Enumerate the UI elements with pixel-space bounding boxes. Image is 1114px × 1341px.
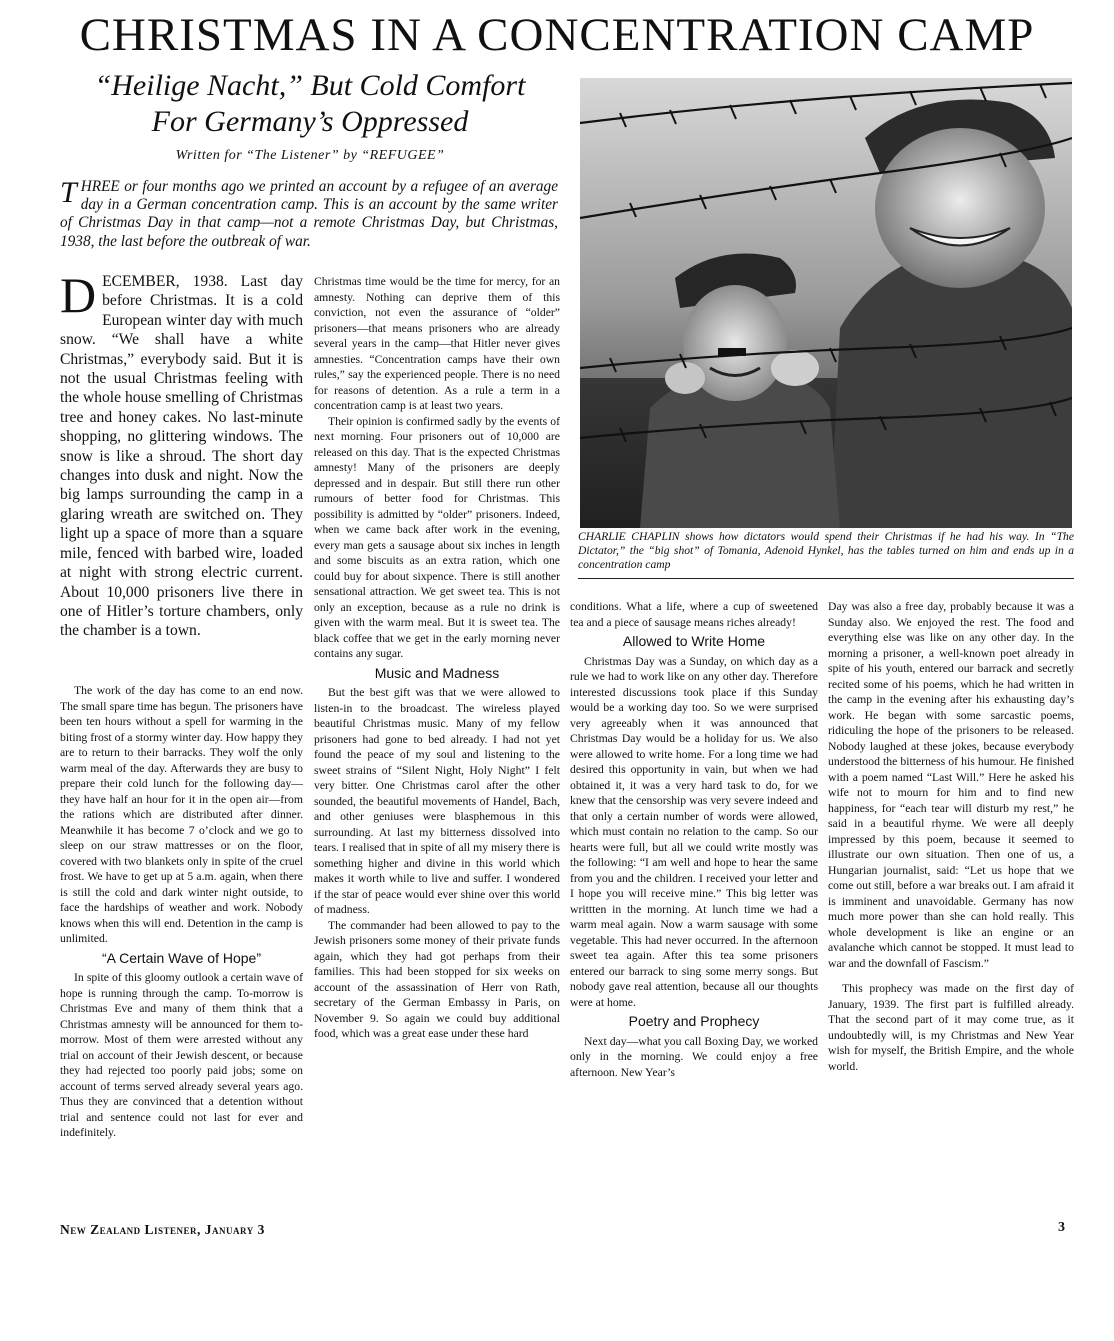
- column-1: [60, 683, 303, 1141]
- paragraph: conditions. What a life, where a cup of sweetened tea and a piece of sausage means riches already!: [570, 600, 818, 629]
- column-3: [570, 599, 818, 1080]
- photograph-image: [580, 78, 1072, 528]
- intro-initial: T: [60, 176, 77, 209]
- drop-cap: D: [60, 267, 97, 323]
- paragraph: The work of the day has come to an end now. The small spare time has begun. The prisoners have been ten hours without a spell for warming in the biting frost of a stormy winter day. How happy they are to return to their barracks. They wolf the only warm meal of the day. Afterwards they are busy to prepare their cold lunch for the following day—they have half an hour for it in the open air—from the rations which are distributed after dinner. Meanwhile it has become 7 o’clock and we go to sleep on our straw mattresses or on the floor, covered with two blankets only in spite of the cruel frost. We have to get up at 5 a.m. again, when there is still the cold and dark winter night outside, to face the hardships of weather and work. Nobody knows when this will end. Detention in the camp is unlimited.: [60, 684, 303, 945]
- section-heading: Allowed to Write Home: [622, 633, 766, 649]
- headline: CHRISTMAS IN A CONCENTRATION CAMP: [79, 9, 1035, 61]
- photo-caption: CHARLIE CHAPLIN shows how dictators would spend their Christmas if he had his way. In “The Dictator,” the “big shot” of Tomania, Adenoid Hynkel, has the tables turned on him and ends up in a concentration camp: [578, 530, 1074, 571]
- paragraph: Next day—what you call Boxing Day, we worked only in the morning. We could enjoy a free afternoon. New Year’s: [570, 1034, 818, 1079]
- lead-text: ECEMBER, 1938. Last day before Christmas. It is a cold European winter day with much snow. “We shall have a white Christmas,” everybody said. But it is not the usual Christmas feeling with the whole house smelling of Christmas tree and honey cakes. No last-minute shopping, no glittering windows. The snow is like a shroud. The short day changes into dusk and night. Now the big lamps surrounding the camp in a glaring wreath are switched on. They light up a space of more than a square mile, fenced with barbed wire, loaded at night with strong electric current. About 10,000 prisoners live there in one of Hitler’s torture chambers, only the chamber is a town.: [60, 273, 303, 640]
- column-4: [828, 599, 1074, 1074]
- subheadline-line-1: “Heilige Nacht,” But Cold Comfort: [94, 69, 526, 102]
- paragraph: This prophecy was made on the first day of January, 1939. The first part is fulfilled already. That the second part of it may come true, as it undoubtedly will, is my Christmas and New Year wish for myself, the British Empire, and the whole world.: [828, 982, 1074, 1073]
- section-heading: Music and Madness: [374, 664, 500, 681]
- section-heading: “A Certain Wave of Hope”: [102, 949, 261, 966]
- subheadline-line-2: For Germany’s Oppressed: [151, 105, 469, 138]
- caption-divider: [578, 578, 1074, 579]
- lead-paragraph: [60, 267, 303, 641]
- byline: Written for “The Listener” by “REFUGEE”: [175, 148, 445, 163]
- page-number: 3: [1058, 1220, 1065, 1235]
- page-footer: New Zealand Listener, January 3: [60, 1222, 265, 1237]
- section-heading: Poetry and Prophecy: [628, 1013, 760, 1029]
- intro-paragraph: [60, 178, 558, 251]
- chaplin-photograph: [580, 78, 1072, 528]
- paragraph: Day was also a free day, probably because it was a Sunday also. We enjoyed the rest. The food and everything else was like on any other day. In the morning a prisoner, a well-known poet already in spite of his youth, entered our barrack and secretly recited some of his poems, which he had written in the camp in the evening after his exhausting day’s work. He began with some sarcastic poems, ridiculing the hope of the prisoners to be released. Nobody laughed at these jokes, because everybody understood the bitterness of his humour. He finished with a poem named “Last Will.” Here he asked his wife not to mourn for him and to find new happiness, for “each tear will disturb my rest,” he said in a beautiful rhyme. We were all deeply impressed by this poem, because it seemed to illustrate our own situation. Then one of us, a Hungarian journalist, said: “Let us hope that we come out still, before a war breaks out. I am afraid it is imminent and unavoidable. Germany has now much more power than she can hold really. This whole development is like an engine or an avalanche which cannot be stopped. It must lead to war and the downfall of Fascism.”: [828, 600, 1074, 970]
- paragraph: The commander had been allowed to pay to the Jewish prisoners some money of their private funds again, which they had got perhaps from their families. This had been stopped for six weeks on account of the assassination of Herr von Rath, secretary of the German Embassy in Paris, on November 9. So again we could buy additional food, which was a great ease under these hard: [314, 918, 560, 1040]
- intro-text: HREE or four months ago we printed an account by a refugee of an average day in a German concentration camp. This is an account by the same writer of Christmas Day in that camp—not a remote Christmas Day, but Christmas, 1938, the last before the outbreak of war.: [60, 178, 558, 250]
- paragraph: Christmas time would be the time for mercy, for an amnesty. Nothing can deprive them of this conviction, not even the assurance of “older” prisoners—that means prisoners who are already several years in the camp—that Hitler never gives amnesties. “Concentration camps have their own rules,” say the experienced people. There is no need for reasons of detention. As a rule a term in a concentration camp is at least two years.: [314, 275, 560, 412]
- subheadline: [40, 68, 580, 140]
- paragraph: Their opinion is confirmed sadly by the events of next morning. Four prisoners out of 10,000 are released on this day. That is the expected Christmas amnesty! Many of the prisoners are deeply depressed and in despair. But still there run other rumours of better food for Christmas. This possibility is admitted by “older” prisoners. Indeed, when we came back after work in the evening, every man gets a sausage about six inches in length and some biscuits as an extra ration, which one could buy for about sixpence. There is still another sensational attraction. We get sweet tea. This is not only an exception, because as a rule no drink is given with the warm meal. But it is sweet tea. The black coffee that we get in the early morning never contains any sugar.: [314, 414, 560, 660]
- paragraph: But the best gift was that we were allowed to listen-in to the broadcast. The wireless played beautiful Christmas music. Many of my fellow prisoners had gone to bed already. I had not yet found the peace of my soul and listening to the sweet strains of “Silent Night, Holy Night” I felt very bitter. One Christmas carol after the other sounded, the beautiful movements of Handel, Bach, and other geniuses were blasphemous in this surrounding. At last my bitterness dissolved into tears. I realised that in spite of all my misery there is something higher and divine in this world which makes it worth while to live and suffer. I wondered if the star of peace would ever shine over this world of madness.: [314, 686, 560, 916]
- paragraph: In spite of this gloomy outlook a certain wave of hope is running through the camp. To-morrow is Christmas Eve and many of them think that a Christmas amnesty will be announced for them to-morrow. Most of them were arrested without any trial on account of their Jewish descent, or because they had rejected too poorly paid jobs; some on account of terms served already several years ago. Thus they are convinced that a detention without trial and sentence could not last for ever and indefinitely.: [60, 971, 303, 1139]
- paragraph: Christmas Day was a Sunday, on which day as a rule we had to work like on any other day. Therefore interested discussions took place if this Sunday would be a working day too. So we were surprised very agreeably when it was announced that Christmas Day would be a holiday for us. We also were allowed to write home. For a long time we had desired this opportunity in vain, but when we had obtained it, it was a very hard task to do, for we knew that the censorship was very severe indeed and that only a certain number of words were allowed, which must contain no relation to the camp. So our hearts were full, but all we could write mostly was the following: “I am well and hope to hear the same from you and the children. I received your letter and I hope you will receive mine.” This big letter was writtten in the morning. At lunch time we had a warm meal again. Now a warm sausage with some vegetable. This had never occurred. In the afternoon sweet tea again. After this tea some prisoners entered our barrack to sing some merry songs. But nobody gave real attention, because all our thoughts were at home.: [570, 654, 818, 1009]
- column-2: [314, 274, 560, 1042]
